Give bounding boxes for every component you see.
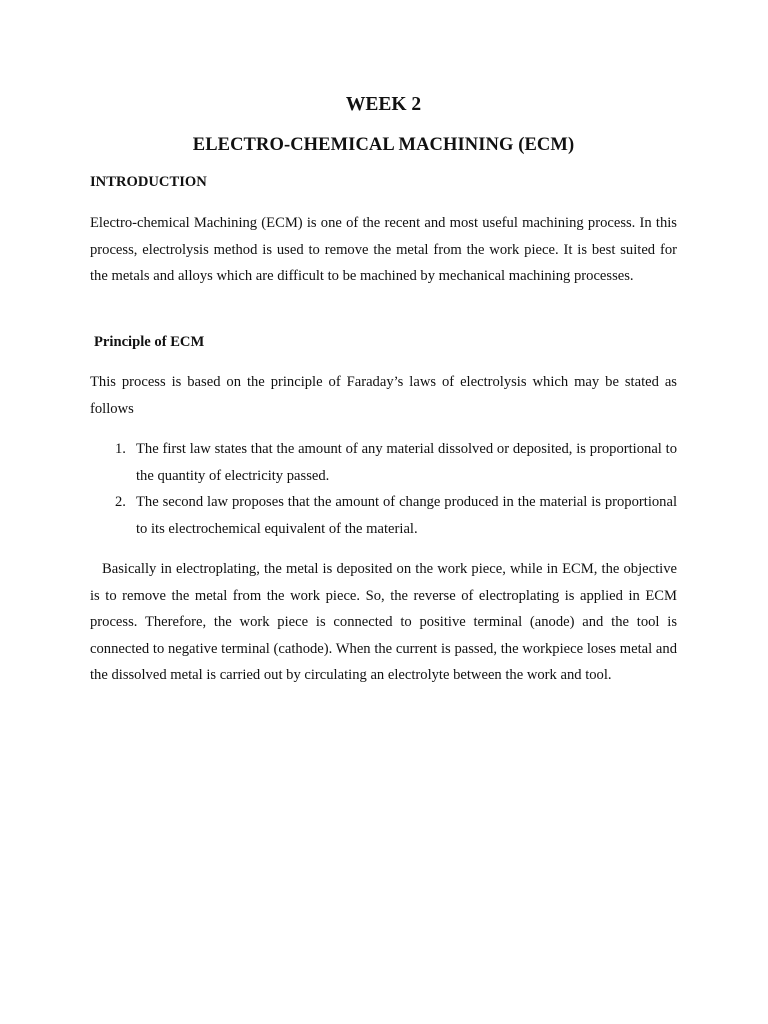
document-title: ELECTRO-CHEMICAL MACHINING (ECM): [192, 135, 575, 155]
introduction-paragraph: Electro-chemical Machining (ECM) is one of the recent and most useful machining process. In this process, electrolysis method is used to remove the metal from the work piece. It is best suited for the metals and alloys which are difficult to be machined by mechanical machining processes.: [90, 215, 677, 285]
list-item-text: The second law proposes that the amount of change produced in the material is proportional to its electrochemical equivalent of the material.: [136, 494, 677, 537]
closing-paragraph: [90, 556, 677, 689]
list-item: [90, 489, 677, 542]
list-item-number: 1.: [115, 441, 126, 457]
week-heading: WEEK 2: [345, 94, 422, 115]
closing-paragraph-text: Basically in electroplating, the metal is deposited on the work piece, while in ECM, the objective is to remove the metal from the work piece. So, the reverse of electroplating is applied in ECM process. Therefore, the work piece is connected to positive terminal (anode) and the tool is connected to negative terminal (cathode). When the current is passed, the workpiece loses metal and the dissolved metal is carried out by circulating an electrolyte between the work and tool.: [90, 561, 677, 684]
laws-list: [90, 436, 677, 542]
list-item: [90, 436, 677, 489]
principle-paragraph: This process is based on the principle of Faraday’s laws of electrolysis which may be stated as follows: [90, 374, 677, 417]
list-item-number: 2.: [115, 494, 126, 511]
principle-heading: Principle of ECM: [94, 334, 205, 350]
list-item-text: The first law states that the amount of any material dissolved or deposited, is proportional to the quantity of electricity passed.: [136, 441, 677, 484]
introduction-heading: INTRODUCTION: [90, 174, 207, 190]
